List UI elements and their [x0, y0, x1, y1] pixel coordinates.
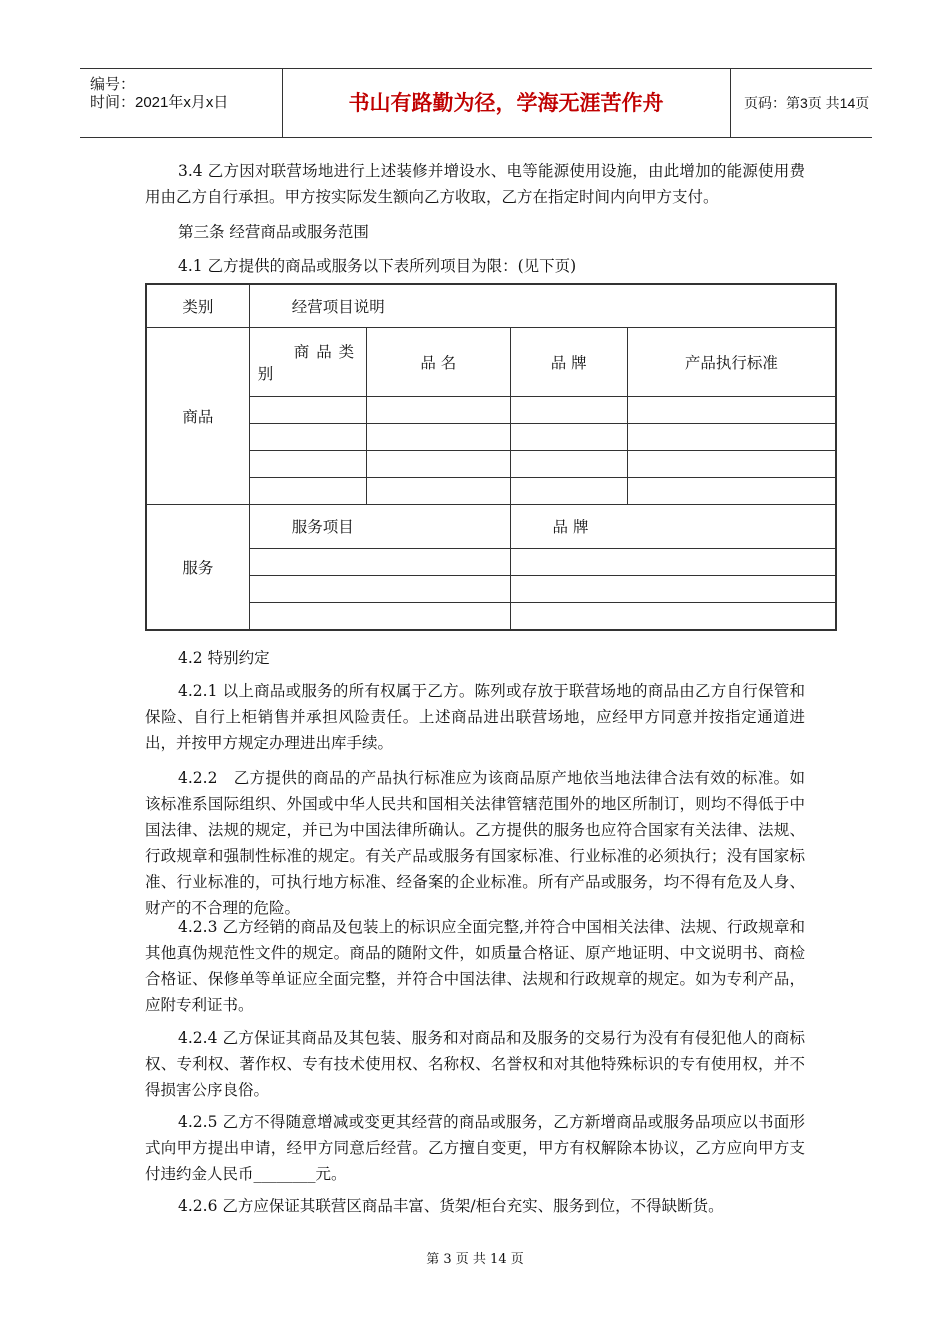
header-motto: 书山有路勤为径，学海无涯苦作舟 — [282, 69, 731, 137]
goods-header-row — [146, 327, 836, 396]
page-footer: 第 3 页 共 14 页 — [426, 1252, 524, 1267]
table-row — [146, 575, 836, 602]
paragraph-3-4: 3.4 乙方因对联营场地进行上述装修并增设水、电等能源使用设施，由此增加的能源使用费用由乙方自行承担。甲方按实际发生额向乙方收取，乙方在指定时间内向甲方支付。 — [145, 162, 805, 206]
service-header-row — [146, 504, 836, 548]
col-description-header: 经营项目说明 — [249, 284, 836, 327]
article-3-heading: 第三条 经营商品或服务范围 — [178, 223, 369, 241]
table-row — [146, 477, 836, 504]
goods-brand-header: 品 牌 — [510, 327, 627, 396]
header-meta — [80, 69, 283, 137]
table-row — [146, 548, 836, 575]
header-page-code: 页码：第3页 共14页 — [744, 95, 870, 111]
paragraph-4-2-4: 4.2.4 乙方保证其商品及其包装、服务和对商品和及服务的交易行为没有有侵犯他人的商标权、专利权、著作权、专有技术使用权、名称权、名誉权和对其他特殊标识的专有使用权，并不得损害公序良俗。 — [145, 1029, 805, 1099]
service-category-label: 服务 — [146, 504, 249, 630]
page-header — [80, 68, 872, 138]
col-category-header: 类别 — [146, 284, 249, 327]
goods-type-header: 商 品 类 别 — [249, 327, 366, 396]
date-label: 时间：2021年x月x日 — [90, 94, 229, 111]
goods-services-table — [145, 283, 837, 631]
paragraph-4-2-5: 4.2.5 乙方不得随意增减或变更其经营的商品或服务，乙方新增商品或服务品项应以书面形式向甲方提出申请，经甲方同意后经营。乙方擅自变更，甲方有权解除本协议，乙方应向甲方支付违约金人民币________元。 — [145, 1113, 805, 1183]
table-header-row — [146, 284, 836, 327]
paragraph-4-1: 4.1 乙方提供的商品或服务以下表所列项目为限：(见下页) — [178, 257, 577, 275]
paragraph-4-2-3: 4.2.3 乙方经销的商品及包装上的标识应全面完整,并符合中国相关法律、法规、行政规章和其他真伪规范性文件的规定。商品的随附文件，如质量合格证、原产地证明、中文说明书、商检合格证、保修单等单证应全面完整，并符合中国法律、法规和行政规章的规定。如为专利产品，应附专利证书。 — [145, 918, 805, 1014]
table-row — [146, 602, 836, 630]
table-row — [146, 450, 836, 477]
paragraph-4-2-6: 4.2.6 乙方应保证其联营区商品丰富、货架/柜台充实、服务到位，不得缺断货。 — [178, 1197, 724, 1215]
goods-category-label: 商品 — [146, 327, 249, 504]
paragraph-4-2: 4.2 特别约定 — [178, 649, 270, 667]
serial-label: 编号： — [90, 76, 136, 93]
goods-standard-header: 产品执行标准 — [627, 327, 836, 396]
service-brand-header: 品 牌 — [510, 504, 836, 548]
goods-name-header: 品 名 — [367, 327, 510, 396]
table-row — [146, 423, 836, 450]
service-item-header: 服务项目 — [249, 504, 510, 548]
table-row — [146, 396, 836, 423]
paragraph-4-2-1: 4.2.1 以上商品或服务的所有权属于乙方。陈列或存放于联营场地的商品由乙方自行保管和保险、自行上柜销售并承担风险责任。上述商品进出联营场地，应经甲方同意并按指定通道进出，并按甲方规定办理进出库手续。 — [145, 682, 805, 752]
paragraph-4-2-2: 4.2.2 乙方提供的商品的产品执行标准应为该商品原产地依当地法律合法有效的标准。如该标准系国际组织、外国或中华人民共和国相关法律管辖范围外的地区所制订，则均不得低于中国法律、法规的规定，并已为中国法律所确认。乙方提供的服务也应符合国家有关法律、法规、行政规章和强制性标准的规定。有关产品或服务有国家标准、行业标准的必须执行；没有国家标准、行业标准的，可执行地方标准、经备案的企业标准。所有产品或服务，均不得有危及人身、财产的不合理的危险。 — [145, 769, 805, 917]
